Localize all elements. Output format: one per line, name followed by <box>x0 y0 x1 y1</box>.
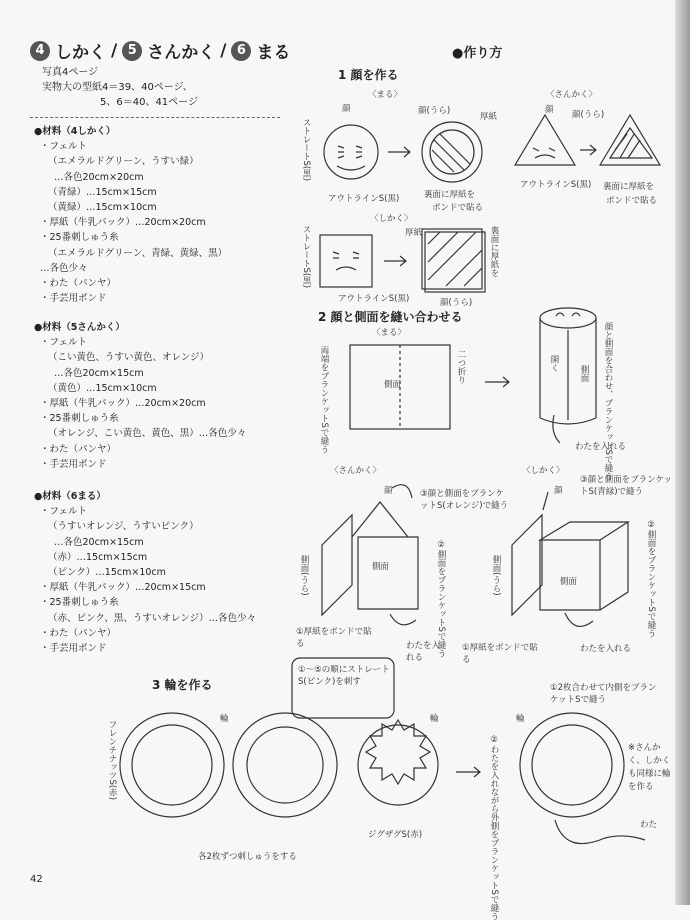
label-kao-4: 顔 <box>554 486 563 496</box>
label-sokumen-2: 側面 <box>579 365 589 382</box>
material-line: （赤）…15cm×15cm <box>48 551 148 563</box>
label-maru: 〈まる〉 <box>368 90 403 100</box>
material-line: ・わた（パンヤ） <box>40 443 117 455</box>
material-line: （黄色）…15cm×10cm <box>48 382 157 394</box>
label-atsugami: 厚紙 <box>480 112 498 122</box>
label-bond-2b: ボンドで貼る <box>606 196 658 206</box>
material-line: ・わた（パンヤ） <box>40 278 117 290</box>
material-line: （うすいオレンジ、うすいピンク） <box>48 521 199 533</box>
material-line: （エメラルドグリーン、青緑、黄緑、黒） <box>48 247 228 259</box>
step-3-title: 3 輪を作る <box>152 678 213 692</box>
material-line: （オレンジ、こい黄色、黄色、黒）…各色少々 <box>48 428 247 440</box>
material-line: ・わた（パンヤ） <box>40 627 117 639</box>
label-kao-ura: 顔(うら) <box>418 106 451 116</box>
material-line: …各色20cm×20cm <box>54 171 144 183</box>
label-wa-3: 輪 <box>516 714 525 724</box>
title-maru: まる <box>256 43 291 63</box>
label-kaomen-orange: ③顔と側面をブランケットS(オレンジ)で縫う <box>420 489 509 511</box>
material-line: ・厚紙（牛乳パック）…20cm×15cm <box>40 582 206 594</box>
page-title: 4 しかく / 5 さんかく / 6 まる <box>30 38 290 63</box>
label-each2: 各2枚ずつ刺しゅうをする <box>198 852 297 862</box>
label-shikaku: 〈しかく〉 <box>370 214 413 224</box>
label-wa-1: 輪 <box>220 714 229 724</box>
label-bond-atsu-2: ①厚紙をボンドで貼る <box>462 643 538 665</box>
material-line: ・フェルト <box>40 337 88 349</box>
label-outline-3: アウトラインS(黒) <box>338 294 410 304</box>
material-line: ・手芸用ボンド <box>40 458 107 470</box>
label-outline-2: アウトラインS(黒) <box>520 180 592 190</box>
label-wa-2: 輪 <box>430 714 439 724</box>
label-kaomen-ao: ③顔と側面をブランケットS(青緑)で縫う <box>580 475 673 497</box>
label-maru-2: 〈まる〉 <box>372 328 407 338</box>
page-edge <box>675 0 690 905</box>
number-badge-5: 5 <box>122 41 142 61</box>
label-bond-1a: 裏面に厚紙を <box>424 190 476 200</box>
label-ring2: ②わたを入れながら外側をブランケットSで縫う <box>489 735 499 920</box>
material-line: （赤、ピンク、黒、うすいオレンジ）…各色少々 <box>48 612 256 624</box>
label-hiraku: 開く <box>549 355 559 372</box>
label-wata-3: わたを入れる <box>580 644 632 654</box>
material-line: ・厚紙（牛乳パック）…20cm×20cm <box>40 217 206 229</box>
label-wata-2: わたを入れる <box>406 641 441 663</box>
title-shikaku: しかく <box>55 43 106 63</box>
material-line: ・25番刺しゅう糸 <box>40 413 119 425</box>
materials-4-heading: ●材料（4しかく） <box>34 126 116 137</box>
label-callout: ①〜⑤の順にストレートS(ピンク)を刺す <box>298 665 390 687</box>
material-line: ・手芸用ボンド <box>40 643 107 655</box>
label-kao-ura-3: 顔(うら) <box>440 298 473 308</box>
label-awase: 顔と側面を合わせ、ブランケットSで縫う <box>603 322 613 481</box>
materials-6-heading: ●材料（6まる） <box>34 491 106 502</box>
material-line: （エメラルドグリーン、うすい緑） <box>48 156 199 168</box>
label-ring1: ①2枚合わせて内側をブランケットSで縫う <box>550 683 657 705</box>
label-bond-1b: ボンドで貼る <box>432 203 484 213</box>
label-sokumen-3: 側面 <box>372 562 390 572</box>
label-sokumen-ura-1: 側面(うら) <box>299 555 309 596</box>
label-sokumen-1: 側面 <box>384 380 402 390</box>
label-french: フレンチナッツS(赤) <box>107 720 117 801</box>
pattern-ref-1: 実物大の型紙4＝39、40ページ、 <box>42 82 193 93</box>
label-atsugami-2: 厚紙 <box>405 228 423 238</box>
page-number: 42 <box>30 874 43 885</box>
material-line: （黄緑）…15cm×10cm <box>48 202 157 214</box>
photo-page-ref: 写真4ページ <box>42 67 99 78</box>
material-line: ・フェルト <box>40 141 88 153</box>
materials-5-heading: ●材料（5さんかく） <box>34 322 125 333</box>
material-line: ・厚紙（牛乳パック）…20cm×20cm <box>40 398 206 410</box>
label-bond-atsu-1: ①厚紙をボンドで貼る <box>296 627 372 649</box>
label-outline-1: アウトラインS(黒) <box>328 194 400 204</box>
number-badge-4: 4 <box>30 41 50 61</box>
label-sokumen-ura-2: 側面(うら) <box>491 555 501 596</box>
howto-heading: ●作り方 <box>452 46 503 61</box>
label-shikaku-2: 〈しかく〉 <box>522 466 565 476</box>
material-line: （青緑）…15cm×15cm <box>48 186 157 198</box>
material-line: ・フェルト <box>40 506 88 518</box>
label-sankaku: 〈さんかく〉 <box>546 90 598 100</box>
label-kao: 顔 <box>342 104 351 114</box>
label-zigzag: ジグザグS(赤) <box>368 830 423 840</box>
label-straight-1: ストレートS(黒) <box>301 118 311 182</box>
label-kao-3: 顔 <box>384 486 393 496</box>
label-bond-3: 裏面に厚紙を <box>489 226 499 277</box>
material-line: …各色20cm×15cm <box>54 367 144 379</box>
label-note: ※さんかく、しかくも同様に輪を作る <box>628 743 671 792</box>
label-ryohashi: 両端をブランケットSで縫う <box>319 346 329 454</box>
pattern-ref-2: 5、6＝40、41ページ <box>100 97 198 108</box>
material-line: …各色20cm×15cm <box>54 536 144 548</box>
title-sankaku: さんかく <box>147 43 216 63</box>
label-kao-ura-2: 顔(うら) <box>572 110 605 120</box>
label-wata-4: わた <box>640 820 658 830</box>
material-line: （こい黄色、うすい黄色、オレンジ） <box>48 352 210 364</box>
number-badge-6: 6 <box>231 41 251 61</box>
step-2-title: 2 顔と側面を縫い合わせる <box>318 310 463 324</box>
material-line: ・25番刺しゅう糸 <box>40 597 119 609</box>
step-1-title: 1 顔を作る <box>338 68 399 82</box>
label-blanket-2a: ②側面をブランケットSで縫う <box>436 540 446 658</box>
material-line: （ピンク）…15cm×10cm <box>48 567 166 579</box>
label-sankaku-2: 〈さんかく〉 <box>330 466 382 476</box>
label-straight-2: ストレートS(黒) <box>301 225 311 289</box>
label-futaori: 二つ折り <box>456 350 466 384</box>
label-bond-2a: 裏面に厚紙を <box>603 182 655 192</box>
label-kao-2: 顔 <box>545 105 554 115</box>
material-line: ・25番刺しゅう糸 <box>40 232 119 244</box>
label-wata-1: わたを入れる <box>575 442 627 452</box>
label-sokumen-4: 側面 <box>560 577 578 587</box>
material-line: …各色少々 <box>40 262 88 274</box>
material-line: ・手芸用ボンド <box>40 293 107 305</box>
label-blanket-2b: ②側面をブランケットSで縫う <box>646 520 656 638</box>
